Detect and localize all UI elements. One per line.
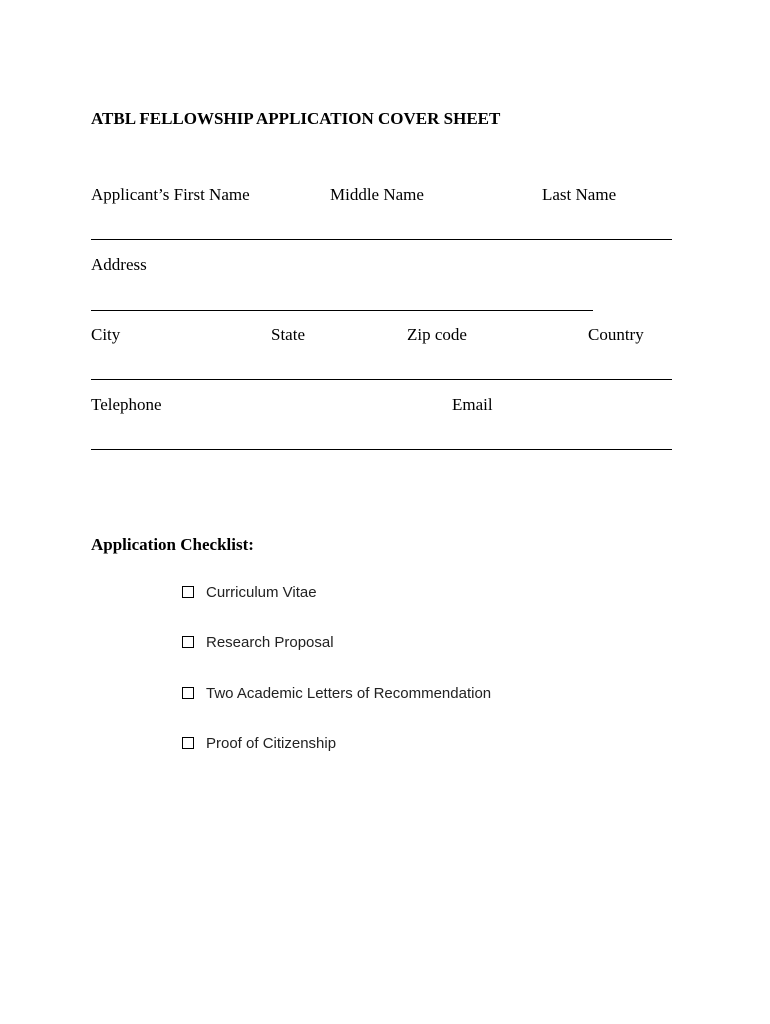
checklist-item-label: Proof of Citizenship (206, 734, 337, 752)
state-label: State (271, 325, 305, 344)
contact-entry-line[interactable] (91, 449, 672, 450)
last-name-label: Last Name (542, 185, 617, 204)
country-label: Country (588, 325, 644, 344)
address-label: Address (91, 255, 147, 274)
checklist-item-label: Two Academic Letters of Recommendation (206, 684, 492, 702)
checkbox-icon[interactable] (182, 586, 194, 598)
city-label: City (91, 325, 121, 344)
first-name-label: Applicant’s First Name (91, 185, 250, 204)
checkbox-icon[interactable] (182, 687, 194, 699)
checklist-item-research-proposal[interactable] (182, 632, 334, 652)
email-label: Email (452, 395, 493, 414)
address-entry-line[interactable] (91, 310, 593, 311)
checklist-item-curriculum-vitae[interactable] (182, 582, 317, 602)
checkbox-icon[interactable] (182, 737, 194, 749)
checklist-item-label: Research Proposal (206, 633, 334, 651)
document-title: ATBL FELLOWSHIP APPLICATION COVER SHEET (91, 109, 501, 128)
location-entry-line[interactable] (91, 379, 672, 380)
checklist-item-letters-of-recommendation[interactable] (182, 683, 491, 703)
application-checklist-title: Application Checklist: (91, 535, 254, 554)
telephone-label: Telephone (91, 395, 162, 414)
middle-name-label: Middle Name (330, 185, 424, 204)
checkbox-icon[interactable] (182, 636, 194, 648)
zip-code-label: Zip code (407, 325, 467, 344)
name-entry-line[interactable] (91, 239, 672, 240)
checklist-item-label: Curriculum Vitae (206, 583, 317, 601)
checklist-item-proof-of-citizenship[interactable] (182, 733, 336, 753)
